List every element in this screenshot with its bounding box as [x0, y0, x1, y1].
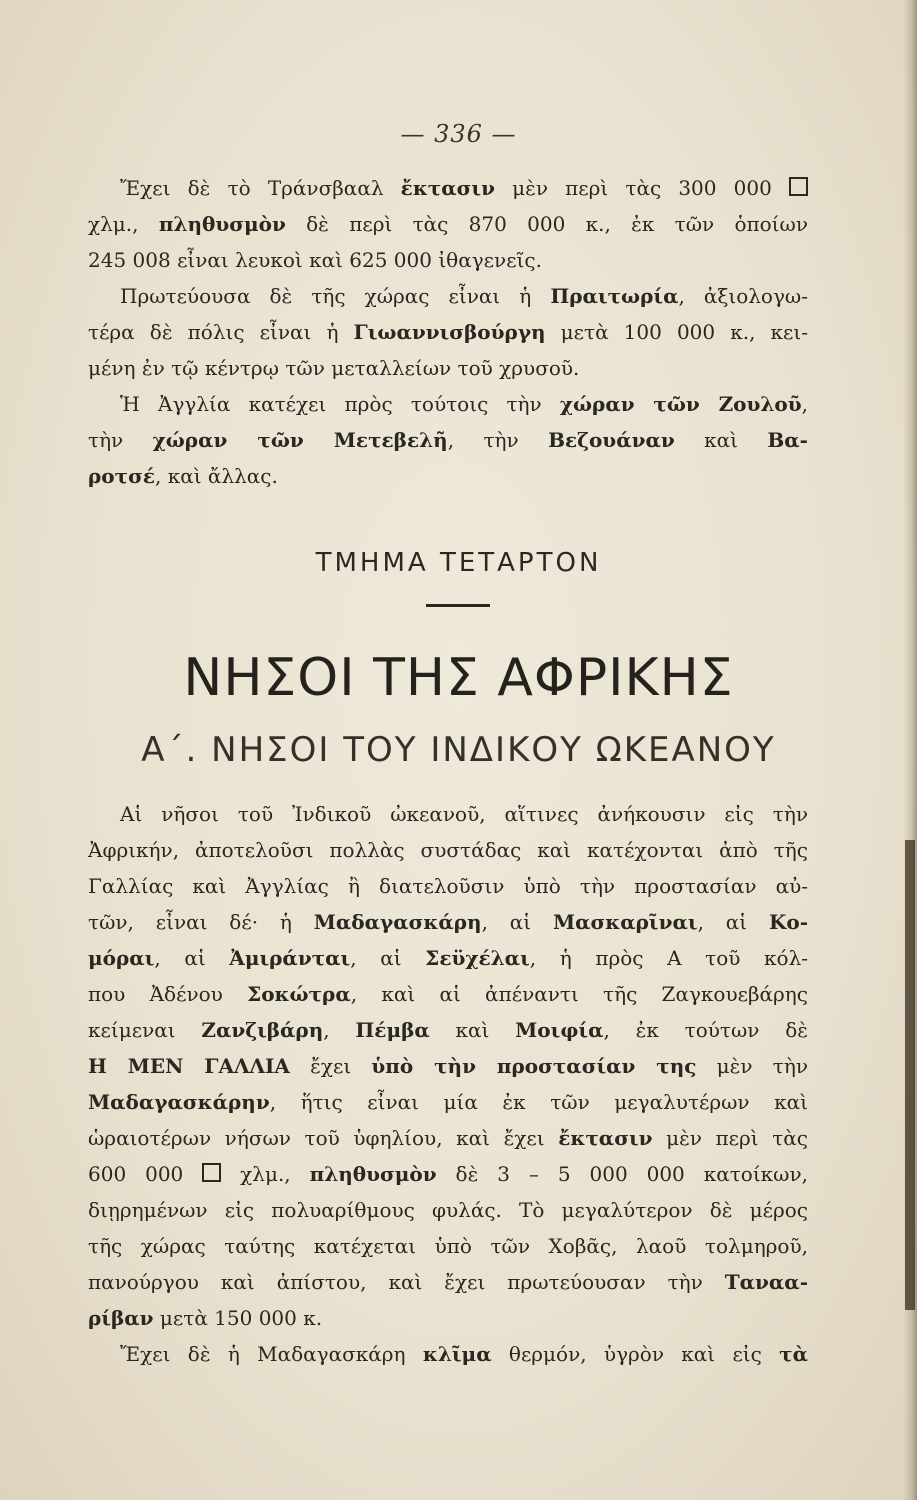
text-segment: Αἱ νῆσοι τοῦ Ἰνδικοῦ ὠκεανοῦ, αἵτινες ἀνήκουσιν εἰς τὴν	[120, 802, 808, 826]
bold-term: Μαδαγασκάρη	[313, 910, 482, 934]
text-line	[88, 458, 808, 494]
text-line	[88, 386, 808, 422]
bold-term: ὑπὸ τὴν προστασίαν της	[371, 1054, 697, 1078]
text-line	[88, 1156, 808, 1192]
text-segment: καὶ	[674, 428, 768, 452]
text-line	[88, 1300, 808, 1336]
text-line	[88, 832, 808, 868]
bold-term: Πέμβα	[355, 1018, 430, 1042]
text-segment: 600 000	[88, 1162, 203, 1186]
text-segment: , ἡ πρὸς Α τοῦ κόλ-	[529, 946, 808, 970]
text-segment: , ἥτις εἶναι μία ἐκ τῶν μεγαλυτέρων καὶ	[269, 1090, 808, 1114]
text-line	[88, 1336, 808, 1372]
text-segment: ὡραιοτέρων νήσων τοῦ ὑφηλίου, καὶ ἔχει	[88, 1126, 559, 1150]
text-line	[88, 1264, 808, 1300]
bold-term: Σεϋχέλαι	[425, 946, 530, 970]
text-segment: μετὰ 100 000 κ., κει-	[545, 320, 808, 344]
bold-term: πληθυσμὸν	[158, 212, 286, 236]
text-segment: , τὴν	[447, 428, 549, 452]
text-segment: Ἔχει δὲ τὸ Τράνσβααλ	[120, 176, 401, 200]
bold-term: Ζανζιβάρη	[201, 1018, 324, 1042]
text-segment: 245 008 εἶναι λευκοὶ καὶ 625 000 ἰθαγενεῖς.	[88, 248, 542, 272]
bold-term: Η ΜΕΝ ΓΑΛΛΙΑ	[88, 1054, 290, 1078]
text-segment: τὴν	[88, 428, 153, 452]
text-segment: μένη ἐν τῷ κέντρῳ τῶν μεταλλείων τοῦ χρυσοῦ.	[88, 356, 580, 380]
bold-term: ἔκτασιν	[558, 1126, 653, 1150]
text-segment: Ἔχει δὲ ἡ Μαδαγασκάρη	[120, 1342, 423, 1366]
bold-term: Μαδαγασκάρην	[88, 1090, 270, 1114]
bottom-paragraphs	[88, 796, 808, 1372]
text-line	[88, 1012, 808, 1048]
square-unit-icon	[202, 1163, 221, 1182]
text-segment: καὶ	[429, 1018, 516, 1042]
text-line	[88, 242, 808, 278]
text-segment: τῆς χώρας ταύτης κατέχεται ὑπὸ τῶν Χοβᾶς, λαοῦ τολμηροῦ,	[88, 1234, 808, 1258]
bold-term: χώραν τῶν Ζουλοῦ	[559, 392, 802, 416]
text-segment: θερμόν, ὑγρὸν καὶ εἰς	[491, 1342, 780, 1366]
text-line	[88, 868, 808, 904]
text-segment: Γαλλίας καὶ Ἀγγλίας ἢ διατελοῦσιν ὑπὸ τὴν προστασίαν αὐ-	[88, 874, 808, 898]
text-line	[88, 314, 808, 350]
page-number: — 336 —	[400, 120, 517, 148]
bold-term: Σοκώτρα	[247, 982, 351, 1006]
bold-term: Γιωαννισβούργη	[353, 320, 546, 344]
text-line	[88, 1084, 808, 1120]
text-segment: κείμεναι	[88, 1018, 202, 1042]
bold-term: κλῖμα	[422, 1342, 492, 1366]
text-line	[88, 350, 808, 386]
text-segment: μετὰ 150 000 κ.	[153, 1306, 323, 1330]
bold-term: ροτσέ	[88, 464, 156, 488]
text-segment: , αἱ	[350, 946, 426, 970]
title-rule	[426, 604, 490, 607]
text-line	[88, 278, 808, 314]
text-line	[88, 1228, 808, 1264]
text-line	[88, 904, 808, 940]
text-line	[88, 976, 808, 1012]
bold-term: Μοιφία	[515, 1018, 604, 1042]
bold-term: Μασκαρῖναι	[552, 910, 698, 934]
bold-term: Πραιτωρία	[550, 284, 679, 308]
text-segment: Πρωτεύουσα δὲ τῆς χώρας εἶναι ἡ	[120, 284, 551, 308]
text-line	[88, 1048, 808, 1084]
section-title: ΤΜΗΜΑ ΤΕΤΑΡΤΟΝ	[315, 548, 602, 578]
text-segment: μὲν περὶ τὰς	[652, 1126, 808, 1150]
text-segment: , καὶ ἄλλας.	[155, 464, 278, 488]
top-paragraphs	[88, 170, 808, 494]
text-segment: που Ἀδένου	[88, 982, 248, 1006]
text-segment: μὲν περὶ τὰς 300 000	[494, 176, 789, 200]
text-line	[88, 422, 808, 458]
bold-term: τὰ	[779, 1342, 808, 1366]
text-segment: , αἱ	[697, 910, 769, 934]
text-segment: , καὶ αἱ ἀπέναντι τῆς Ζαγκουεβάρης	[350, 982, 808, 1006]
text-segment: χλμ.,	[88, 212, 159, 236]
text-segment: Ἡ Ἀγγλία κατέχει πρὸς τούτοις τὴν	[120, 392, 560, 416]
text-segment: , ἐκ τούτων δὲ	[603, 1018, 808, 1042]
page-edge-shadow	[905, 840, 915, 1310]
text-segment: πανούργου καὶ ἀπίστου, καὶ ἔχει πρωτεύουσαν τὴν	[88, 1270, 725, 1294]
text-segment: τῶν, εἶναι δέ· ἡ	[88, 910, 314, 934]
text-segment: Ἀφρικήν, ἀποτελοῦσι πολλὰς συστάδας καὶ κατέχονται ἀπὸ τῆς	[88, 838, 808, 862]
text-segment: , αἱ	[481, 910, 553, 934]
bold-term: χώραν τῶν Μετεβελῆ	[152, 428, 448, 452]
bold-term: ἔκτασιν	[400, 176, 495, 200]
sub-title: Α΄. ΝΗΣΟΙ ΤΟΥ ΙΝΔΙΚΟΥ ΩΚΕΑΝΟΥ	[141, 730, 776, 770]
text-segment: δὲ περὶ τὰς 870 000 κ., ἐκ τῶν ὁποίων	[285, 212, 808, 236]
bold-term: Κο-	[768, 910, 808, 934]
text-segment: ,	[323, 1018, 356, 1042]
text-segment: ἔχει	[289, 1054, 372, 1078]
text-segment: ,	[801, 392, 808, 416]
square-unit-icon	[789, 177, 808, 196]
text-segment: δὲ 3 – 5 000 000 κατοίκων,	[436, 1162, 808, 1186]
text-segment: χλμ.,	[221, 1162, 310, 1186]
bold-term: μόραι	[88, 946, 155, 970]
bold-term: Ἀμιράνται	[229, 946, 351, 970]
text-line	[88, 940, 808, 976]
text-line	[88, 1192, 808, 1228]
text-line	[88, 170, 808, 206]
main-title: ΝΗΣΟΙ ΤΗΣ ΑΦΡΙΚΗΣ	[183, 648, 734, 708]
text-line	[88, 1120, 808, 1156]
text-segment: , αἱ	[154, 946, 230, 970]
text-segment: μὲν τὴν	[696, 1054, 808, 1078]
bold-term: Ταναα-	[724, 1270, 808, 1294]
bold-term: ρίβαν	[88, 1306, 154, 1330]
text-segment: τέρα δὲ πόλις εἶναι ἡ	[88, 320, 354, 344]
text-line	[88, 206, 808, 242]
bold-term: Βα-	[767, 428, 808, 452]
text-segment: , ἀξιολογω-	[678, 284, 808, 308]
bold-term: πληθυσμὸν	[309, 1162, 437, 1186]
text-line	[88, 796, 808, 832]
bold-term: Βεζουάναν	[548, 428, 675, 452]
text-segment: διῃρημένων εἰς πολυαρίθμους φυλάς. Τὸ μεγαλύτερον δὲ μέρος	[88, 1198, 808, 1222]
